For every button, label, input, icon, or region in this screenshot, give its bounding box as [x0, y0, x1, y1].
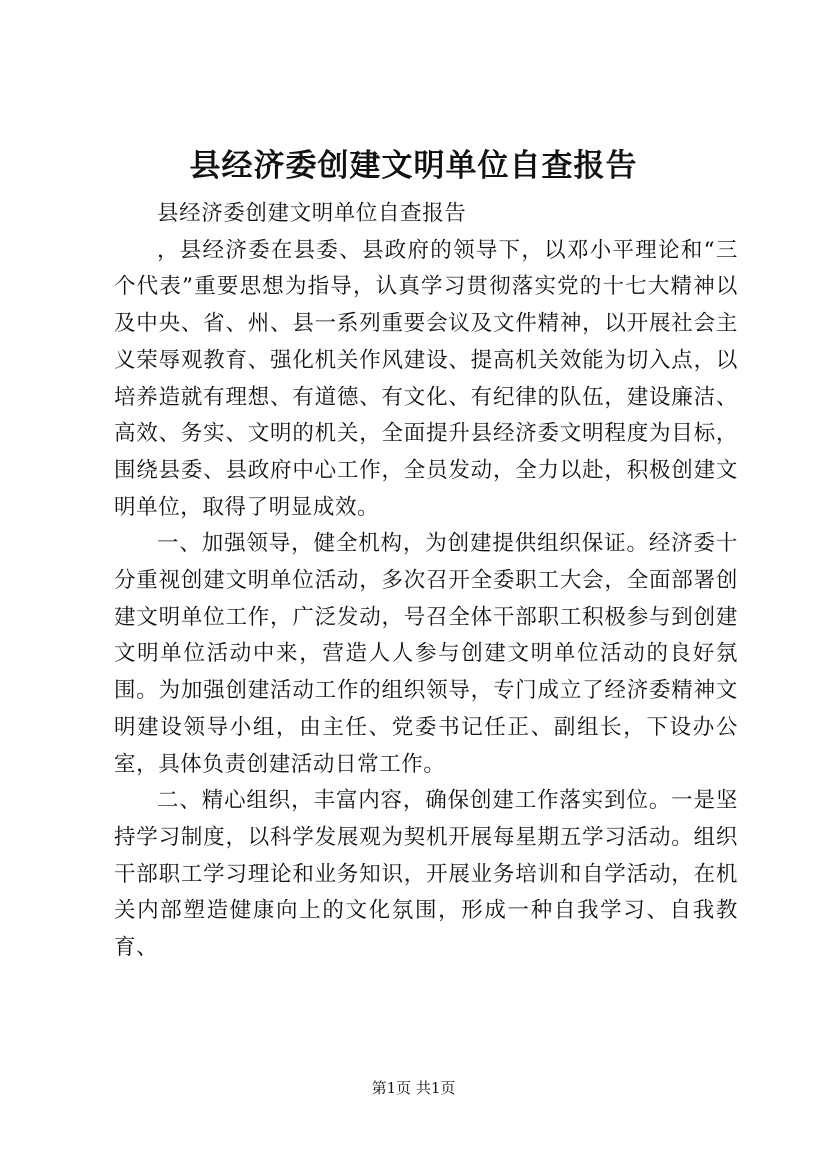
document-title: 县经济委创建文明单位自查报告 [189, 148, 638, 184]
paragraph-subtitle: 县经济委创建文明单位自查报告 [157, 201, 467, 226]
document-body [114, 196, 738, 967]
paragraph-section-two: 二、精心组织，丰富内容，确保创建工作落实到位。一是坚持学习制度，以科学发展观为契机开展每星期五学习活动。组织干部职工学习理论和业务知识，开展业务培训和自学活动，在机关内部塑造健康向上的文化氛围，形成一种自我学习、自我教育、 [114, 788, 738, 961]
paragraph-intro: ，县经济委在县委、县政府的领导下，以邓小平理论和“三个代表”重要思想为指导，认真学习贯彻落实党的十七大精神以及中央、省、州、县一系列重要会议及文件精神，以开展社会主义荣辱观教育、强化机关作风建设、提高机关效能为切入点，以培养造就有理想、有道德、有文化、有纪律的队伍，建设廉洁、高效、务实、文明的机关，全面提升县经济委文明程度为目标，围绕县委、县政府中心工作，全员发动，全力以赴，积极创建文明单位，取得了明显成效。 [114, 237, 738, 520]
paragraph-section-one: 一、加强领导，健全机构，为创建提供组织保证。经济委十分重视创建文明单位活动，多次召开全委职工大会，全面部署创建文明单位工作，广泛发动，号召全体干部职工积极参与到创建文明单位活动中来，营造人人参与创建文明单位活动的良好氛围。为加强创建活动工作的组织领导，专门成立了经济委精神文明建设领导小组，由主任、党委书记任正、副组长，下设办公室，具体负责创建活动日常工作。 [114, 531, 738, 777]
page-number-footer: 第1页 共1页 [371, 1079, 456, 1097]
